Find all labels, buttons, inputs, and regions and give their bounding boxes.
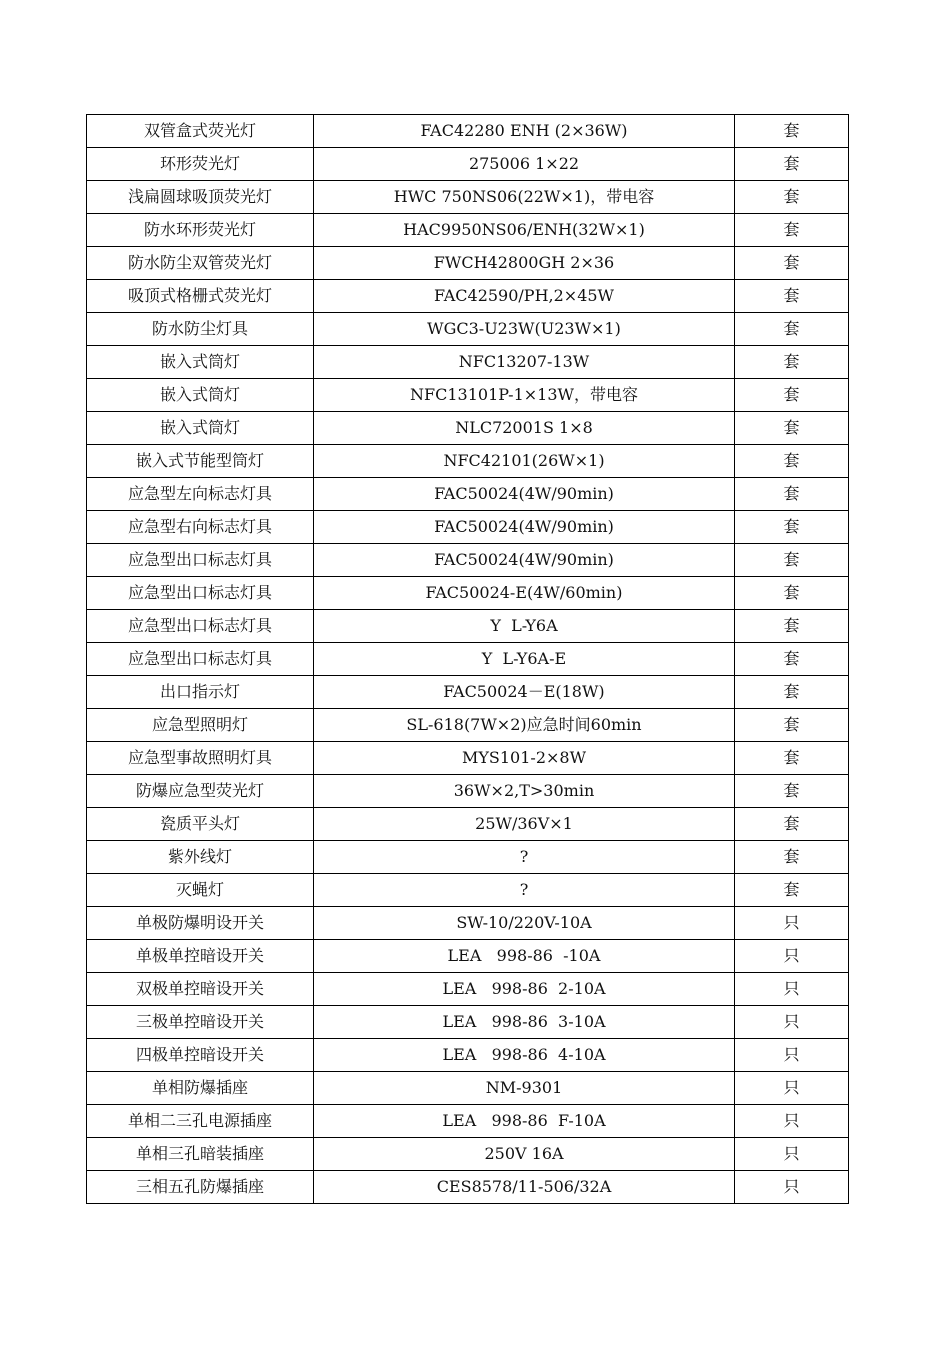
model-spec-cell: ? (314, 841, 735, 874)
unit-cell: 套 (735, 742, 849, 775)
fixture-name-cell: 应急型出口标志灯具 (87, 544, 314, 577)
fixture-name-cell: 环形荧光灯 (87, 148, 314, 181)
unit-cell: 套 (735, 511, 849, 544)
fixture-name-cell: 瓷质平头灯 (87, 808, 314, 841)
fixture-name-cell: 单相三孔暗装插座 (87, 1138, 314, 1171)
unit-cell: 套 (735, 148, 849, 181)
fixture-name-cell: 双极单控暗设开关 (87, 973, 314, 1006)
model-spec-cell: WGC3-U23W(U23W×1) (314, 313, 735, 346)
unit-cell: 套 (735, 577, 849, 610)
unit-cell: 套 (735, 478, 849, 511)
model-spec-cell: 25W/36V×1 (314, 808, 735, 841)
fixture-name-cell: 单相二三孔电源插座 (87, 1105, 314, 1138)
model-spec-cell: HAC9950NS06/ENH(32W×1) (314, 214, 735, 247)
table-row (87, 1171, 849, 1204)
unit-cell: 套 (735, 181, 849, 214)
table-row (87, 775, 849, 808)
table-row (87, 511, 849, 544)
unit-cell: 只 (735, 1105, 849, 1138)
unit-cell: 套 (735, 544, 849, 577)
unit-cell: 套 (735, 841, 849, 874)
fixture-name-cell: 防水防尘双管荧光灯 (87, 247, 314, 280)
unit-cell: 只 (735, 973, 849, 1006)
fixture-name-cell: 单极防爆明设开关 (87, 907, 314, 940)
table-row (87, 1039, 849, 1072)
table-row (87, 544, 849, 577)
table-row (87, 841, 849, 874)
table-row (87, 709, 849, 742)
model-spec-cell: HWC 750NS06(22W×1)，带电容 (314, 181, 735, 214)
unit-cell: 套 (735, 676, 849, 709)
model-spec-cell: FAC50024(4W/90min) (314, 511, 735, 544)
table-row (87, 247, 849, 280)
fixture-name-cell: 防水环形荧光灯 (87, 214, 314, 247)
fixture-name-cell: 嵌入式筒灯 (87, 379, 314, 412)
fixture-name-cell: 嵌入式筒灯 (87, 412, 314, 445)
unit-cell: 套 (735, 346, 849, 379)
fixture-name-cell: 灭蝇灯 (87, 874, 314, 907)
table-row (87, 148, 849, 181)
unit-cell: 套 (735, 709, 849, 742)
model-spec-cell: SW-10/220V-10A (314, 907, 735, 940)
model-spec-cell: LEA 998-86 4-10A (314, 1039, 735, 1072)
fixture-name-cell: 紫外线灯 (87, 841, 314, 874)
unit-cell: 套 (735, 610, 849, 643)
table-row (87, 940, 849, 973)
table-body (87, 115, 849, 1204)
fixture-name-cell: 嵌入式节能型筒灯 (87, 445, 314, 478)
unit-cell: 只 (735, 1039, 849, 1072)
fixture-name-cell: 双管盒式荧光灯 (87, 115, 314, 148)
model-spec-cell: 250V 16A (314, 1138, 735, 1171)
table-row (87, 676, 849, 709)
unit-cell: 只 (735, 1138, 849, 1171)
fixture-name-cell: 应急型事故照明灯具 (87, 742, 314, 775)
table-row (87, 280, 849, 313)
model-spec-cell: FAC42280 ENH (2×36W) (314, 115, 735, 148)
model-spec-cell: FAC50024-E(4W/60min) (314, 577, 735, 610)
fixture-name-cell: 防爆应急型荧光灯 (87, 775, 314, 808)
model-spec-cell: NM-9301 (314, 1072, 735, 1105)
model-spec-cell: LEA 998-86 F-10A (314, 1105, 735, 1138)
table-row (87, 346, 849, 379)
table-row (87, 1006, 849, 1039)
fixture-name-cell: 吸顶式格栅式荧光灯 (87, 280, 314, 313)
model-spec-cell: Y L-Y6A-E (314, 643, 735, 676)
unit-cell: 套 (735, 643, 849, 676)
model-spec-cell: Y L-Y6A (314, 610, 735, 643)
fixture-name-cell: 应急型照明灯 (87, 709, 314, 742)
fixture-name-cell: 单相防爆插座 (87, 1072, 314, 1105)
unit-cell: 套 (735, 874, 849, 907)
fixture-spec-table (86, 114, 849, 1204)
unit-cell: 套 (735, 379, 849, 412)
table-row (87, 214, 849, 247)
fixture-name-cell: 应急型左向标志灯具 (87, 478, 314, 511)
model-spec-cell: FAC50024(4W/90min) (314, 544, 735, 577)
table-row (87, 643, 849, 676)
fixture-name-cell: 浅扁圆球吸顶荧光灯 (87, 181, 314, 214)
fixture-name-cell: 应急型出口标志灯具 (87, 577, 314, 610)
fixture-name-cell: 嵌入式筒灯 (87, 346, 314, 379)
model-spec-cell: LEA 998-86 -10A (314, 940, 735, 973)
model-spec-cell: ? (314, 874, 735, 907)
table-row (87, 478, 849, 511)
unit-cell: 只 (735, 940, 849, 973)
unit-cell: 套 (735, 445, 849, 478)
unit-cell: 套 (735, 775, 849, 808)
model-spec-cell: FAC42590/PH,2×45W (314, 280, 735, 313)
table-row (87, 742, 849, 775)
unit-cell: 套 (735, 280, 849, 313)
unit-cell: 套 (735, 313, 849, 346)
model-spec-cell: LEA 998-86 3-10A (314, 1006, 735, 1039)
fixture-name-cell: 应急型出口标志灯具 (87, 610, 314, 643)
model-spec-cell: FAC50024(4W/90min) (314, 478, 735, 511)
table-row (87, 907, 849, 940)
model-spec-cell: FAC50024－E(18W) (314, 676, 735, 709)
table-row (87, 379, 849, 412)
table-row (87, 1105, 849, 1138)
model-spec-cell: NFC13207-13W (314, 346, 735, 379)
model-spec-cell: NLC72001S 1×8 (314, 412, 735, 445)
model-spec-cell: 275006 1×22 (314, 148, 735, 181)
model-spec-cell: NFC42101(26W×1) (314, 445, 735, 478)
fixture-name-cell: 四极单控暗设开关 (87, 1039, 314, 1072)
fixture-name-cell: 三极单控暗设开关 (87, 1006, 314, 1039)
unit-cell: 只 (735, 1072, 849, 1105)
fixture-name-cell: 应急型右向标志灯具 (87, 511, 314, 544)
unit-cell: 套 (735, 115, 849, 148)
model-spec-cell: FWCH42800GH 2×36 (314, 247, 735, 280)
model-spec-cell: SL-618(7W×2)应急时间60min (314, 709, 735, 742)
unit-cell: 套 (735, 247, 849, 280)
table-row (87, 115, 849, 148)
unit-cell: 套 (735, 214, 849, 247)
fixture-name-cell: 出口指示灯 (87, 676, 314, 709)
model-spec-cell: NFC13101P-1×13W，带电容 (314, 379, 735, 412)
table-row (87, 1138, 849, 1171)
table-row (87, 973, 849, 1006)
spec-sheet (86, 114, 848, 1204)
model-spec-cell: 36W×2,T>30min (314, 775, 735, 808)
model-spec-cell: LEA 998-86 2-10A (314, 973, 735, 1006)
fixture-name-cell: 防水防尘灯具 (87, 313, 314, 346)
unit-cell: 只 (735, 907, 849, 940)
unit-cell: 只 (735, 1171, 849, 1204)
table-row (87, 1072, 849, 1105)
table-row (87, 874, 849, 907)
unit-cell: 套 (735, 808, 849, 841)
table-row (87, 412, 849, 445)
unit-cell: 套 (735, 412, 849, 445)
table-row (87, 313, 849, 346)
table-row (87, 181, 849, 214)
table-row (87, 610, 849, 643)
table-row (87, 445, 849, 478)
table-row (87, 808, 849, 841)
fixture-name-cell: 应急型出口标志灯具 (87, 643, 314, 676)
fixture-name-cell: 单极单控暗设开关 (87, 940, 314, 973)
fixture-name-cell: 三相五孔防爆插座 (87, 1171, 314, 1204)
model-spec-cell: CES8578/11-506/32A (314, 1171, 735, 1204)
table-row (87, 577, 849, 610)
unit-cell: 只 (735, 1006, 849, 1039)
model-spec-cell: MYS101-2×8W (314, 742, 735, 775)
